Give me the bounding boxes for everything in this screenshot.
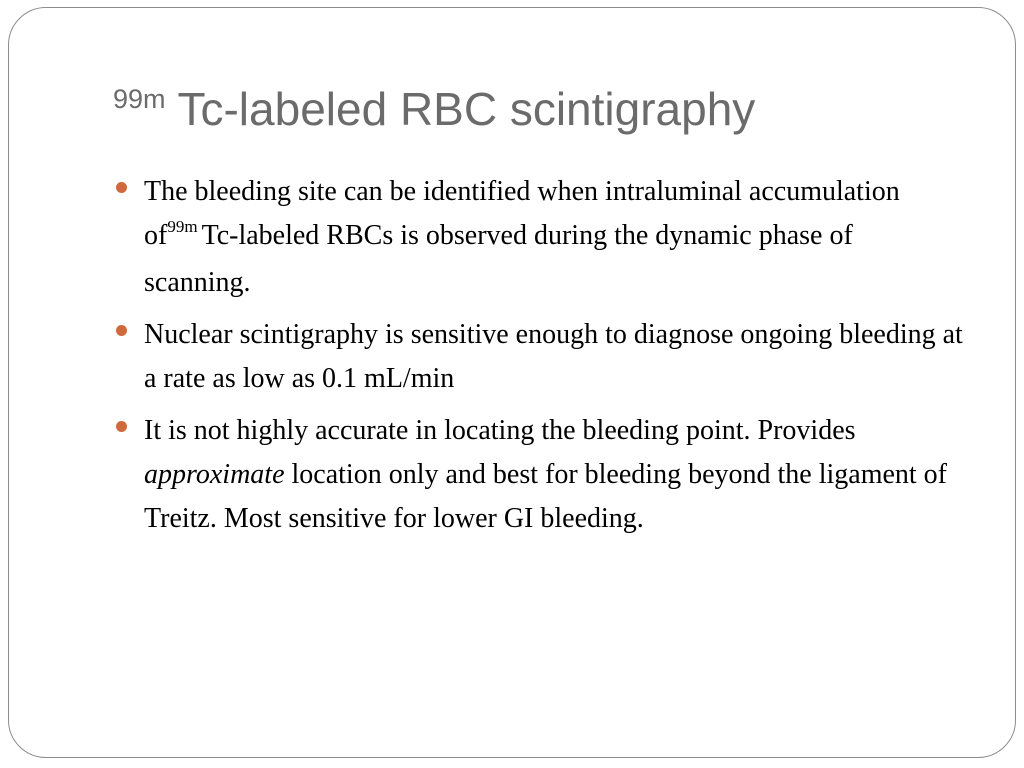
bullet-1-text-end: Tc-labeled RBCs is observed during the dynamic phase of scanning. bbox=[144, 220, 853, 298]
bullet-item-3 bbox=[116, 409, 966, 541]
bullet-3-italic-text: approximate bbox=[144, 459, 285, 490]
bullet-item-1 bbox=[116, 170, 966, 305]
bullet-item-2 bbox=[116, 313, 966, 401]
bullet-2-text: Nuclear scintigraphy is sensitive enough to diagnose ongoing bleeding at a rate as low as 0.1 mL/min bbox=[144, 319, 963, 394]
slide-title bbox=[113, 82, 755, 137]
title-text: Tc-labeled RBC scintigraphy bbox=[177, 83, 756, 135]
bullet-dot-icon bbox=[116, 182, 127, 193]
bullet-dot-icon bbox=[116, 421, 127, 432]
bullet-dot-icon bbox=[116, 325, 127, 336]
title-superscript: 99m bbox=[113, 84, 166, 114]
bullet-3-text-start: It is not highly accurate in locating the bleeding point. Provides bbox=[144, 415, 856, 446]
bullet-1-superscript: 99m bbox=[167, 217, 198, 236]
bullet-list bbox=[116, 170, 966, 549]
bullet-1-text-start: The bleeding site can be identified when intraluminal accumulation of bbox=[144, 176, 900, 251]
bullet-3-text-end: location only and best for bleeding beyond the ligament of Treitz. Most sensitive for lower GI bleeding. bbox=[144, 459, 947, 534]
